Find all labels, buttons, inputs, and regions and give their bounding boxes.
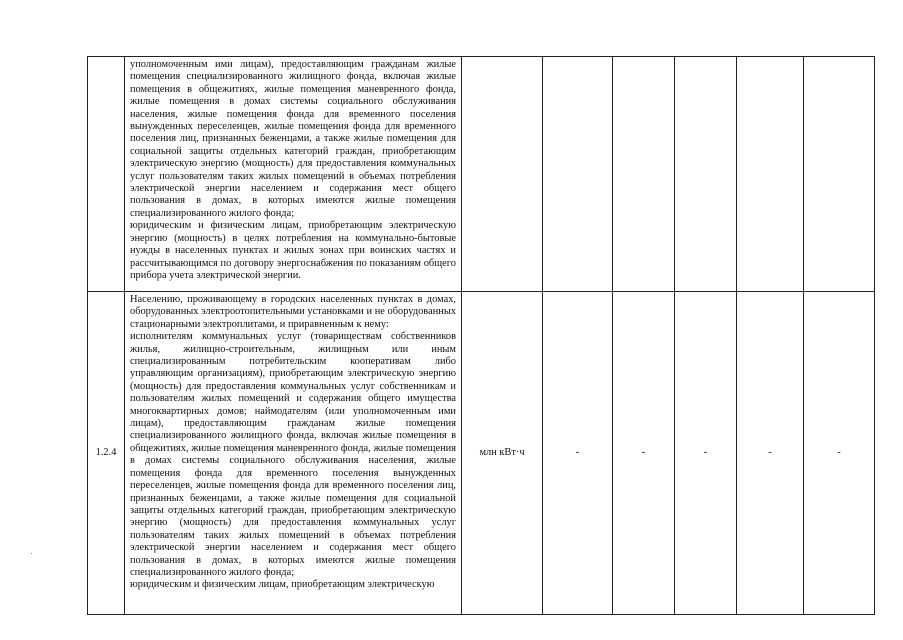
unit-cell	[462, 57, 543, 292]
row-description-cell	[125, 292, 462, 615]
table-row	[88, 292, 875, 615]
description-paragraph: юридическим и физическим лицам, приобретающим электрическую	[130, 579, 435, 591]
value-cell: -	[543, 292, 613, 615]
scan-speck	[31, 553, 32, 554]
description-paragraph: исполнителям коммунальных услуг (товариществам собственников жилья, жилищно-строительным, жилищным или иным специализированным потребительским кооперативам либо управляющим организациям), приобретающим электрическую энергию (мощность) для предоставления коммунальных услуг собственникам и пользователям жилых помещений и содержания общего имущества многоквартирных домов; наймодателям (или уполномоченным ими лицам), предоставляющим гражданам жилые помещения специализированного жилищного фонда, включая жилые помещения в общежитиях, жилые помещения маневренного фонда, жилые помещения в домах системы социального обслуживания населения, жилые помещения фонда для временного поселения вынужденных переселенцев, жилые помещения фонда для временного поселения лиц, признанных беженцами, а также жилые помещения для социальной защиты отдельных категорий граждан, приобретающим электрическую энергию (мощность) для предоставления коммунальных услуг пользователям таких жилых помещений в объемах потребления электрической энергии населением и содержания мест общего пользования в домах, в которых имеются жилые помещения специализированного жилого фонда;	[130, 331, 456, 578]
value-cell	[737, 57, 804, 292]
row-description-cell	[125, 57, 462, 292]
table-row	[88, 57, 875, 292]
value-cell: -	[737, 292, 804, 615]
value-cell	[804, 57, 875, 292]
value-cell	[613, 57, 675, 292]
description-paragraph: юридическим и физическим лицам, приобретающим электрическую энергию (мощность) в целях потребления на коммунально-бытовые нужды в населенных пунктах и жилых зонах при воинских частях и рассчитывающимся по договору энергоснабжения по показаниям общего прибора учета электрической энергии.	[130, 220, 456, 281]
row-number-cell	[88, 57, 125, 292]
tariff-table	[87, 56, 875, 615]
value-cell	[675, 57, 737, 292]
value-cell	[543, 57, 613, 292]
unit-cell: млн кВт·ч	[462, 292, 543, 615]
description-paragraph: уполномоченным ими лицам), предоставляющим гражданам жилые помещения специализированного жилищного фонда, включая жилые помещения в общежитиях, жилые помещения маневренного фонда, жилые помещения в домах системы социального обслуживания населения, жилые помещения фонда для временного поселения вынужденных переселенцев, жилые помещения фонда для временного поселения лиц, признанных беженцами, а также жилые помещения для социальной защиты отдельных категорий граждан, приобретающим электрическую энергию (мощность) для предоставления коммунальных услуг пользователям таких жилых помещений в объемах потребления электрической энергии населением и содержания мест общего пользования в домах, в которых имеются жилые помещения специализированного жилого фонда;	[130, 59, 456, 219]
value-cell: -	[804, 292, 875, 615]
value-cell: -	[675, 292, 737, 615]
description-paragraph: Населению, проживающему в городских населенных пунктах в домах, оборудованных электроотопительными установками и не оборудованных стационарными электроплитами, и приравненным к нему:	[130, 294, 456, 330]
value-cell: -	[613, 292, 675, 615]
row-number-cell: 1.2.4	[88, 292, 125, 615]
